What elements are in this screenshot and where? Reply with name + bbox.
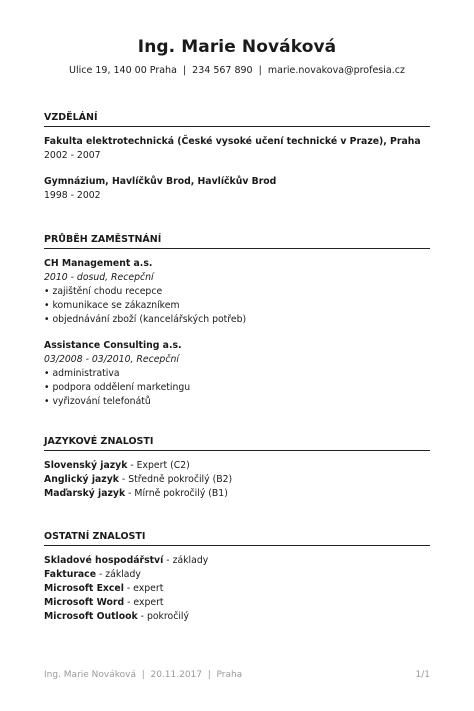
language-level: - Mírně pokročilý (B1): [125, 488, 228, 499]
skill-name: Microsoft Word: [44, 597, 125, 608]
skill-level: - základy: [96, 569, 141, 580]
section-heading-skills: OSTATNÍ ZNALOSTI: [44, 531, 430, 546]
skills-section: [44, 531, 430, 624]
skill-name: Fakturace: [44, 569, 96, 580]
skill-level: - pokročilý: [137, 611, 190, 622]
language-name: Maďarský jazyk: [44, 488, 126, 499]
cv-name: Ing. Marie Nováková: [137, 37, 337, 57]
job-period: 2010 - dosud, Recepční: [44, 272, 154, 283]
language-item: [44, 473, 430, 487]
education-section: [44, 112, 430, 203]
contact-line: Ulice 19, 140 00 Praha | 234 567 890 | marie.novakova@profesia.cz: [69, 65, 405, 76]
job-duty: • administrativa: [44, 368, 120, 379]
education-school: Gymnázium, Havlíčkův Brod, Havlíčkův Brod: [44, 176, 277, 187]
language-name: Anglický jazyk: [44, 474, 119, 485]
education-years: 2002 - 2007: [44, 150, 101, 161]
language-level: - Středně pokročilý (B2): [118, 474, 233, 485]
skill-item: [44, 582, 430, 596]
job-duty: • zajištění chodu recepce: [44, 286, 163, 297]
skill-item: [44, 554, 430, 568]
employment-section: [44, 234, 430, 409]
skill-name: Microsoft Outlook: [44, 611, 138, 622]
skill-item: [44, 610, 430, 624]
job-company: Assistance Consulting a.s.: [44, 340, 182, 351]
section-heading-employment: PRŮBĚH ZAMĚSTNÁNÍ: [44, 234, 430, 249]
skill-item: [44, 596, 430, 610]
job-period: 03/2008 - 03/2010, Recepční: [44, 354, 179, 365]
skill-level: - základy: [163, 555, 209, 566]
language-level: - Expert (C2): [127, 460, 190, 471]
skill-level: - expert: [124, 597, 164, 608]
languages-section: [44, 436, 430, 501]
section-heading-education: VZDĚLÁNÍ: [44, 112, 430, 127]
skill-level: - expert: [123, 583, 164, 594]
footer-info: Ing. Marie Nováková | 20.11.2017 | Praha: [44, 670, 243, 680]
skill-name: Microsoft Excel: [44, 583, 124, 594]
page-number: 1/1: [415, 670, 430, 680]
skill-item: [44, 568, 430, 582]
language-item: [44, 487, 430, 501]
job-duty: • komunikace se zákazníkem: [44, 300, 180, 311]
job-duty: • objednávání zboží (kancelářských potřeb): [44, 314, 247, 325]
education-school: Fakulta elektrotechnická (České vysoké učení technické v Praze), Praha: [44, 136, 421, 147]
skill-name: Skladové hospodářství: [44, 555, 164, 566]
education-years: 1998 - 2002: [44, 190, 101, 201]
job-duty: • vyřizování telefonátů: [44, 396, 151, 407]
language-name: Slovenský jazyk: [44, 460, 128, 471]
job-duty: • podpora oddělení marketingu: [44, 382, 191, 393]
language-item: [44, 459, 430, 473]
section-heading-languages: JAZYKOVÉ ZNALOSTI: [44, 436, 430, 451]
job-company: CH Management a.s.: [44, 258, 153, 269]
